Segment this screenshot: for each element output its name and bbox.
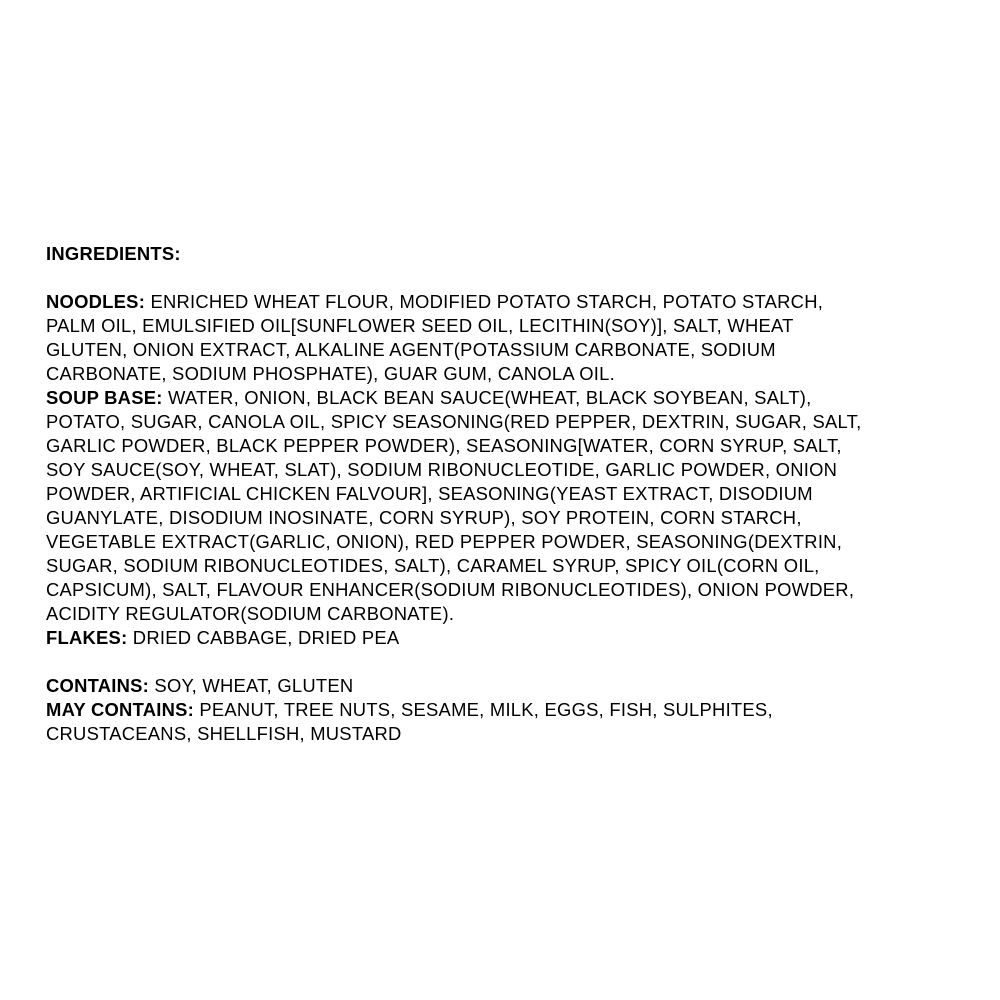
noodles-text-1: ENRICHED WHEAT FLOUR, MODIFIED POTATO STARCH, POTATO STARCH, <box>145 291 824 312</box>
noodles-line-2: PALM OIL, EMULSIFIED OIL[SUNFLOWER SEED OIL, LECITHIN(SOY)], SALT, WHEAT <box>46 315 794 336</box>
soup-base-line-7: VEGETABLE EXTRACT(GARLIC, ONION), RED PEPPER POWDER, SEASONING(DEXTRIN, <box>46 531 843 552</box>
soup-base-line-10: ACIDITY REGULATOR(SODIUM CARBONATE). <box>46 603 455 624</box>
contains-text: SOY, WHEAT, GLUTEN <box>149 675 354 696</box>
may-contain-line-2: CRUSTACEANS, SHELLFISH, MUSTARD <box>46 723 402 744</box>
ingredients-label <box>46 242 976 746</box>
soup-base-line-1 <box>46 386 976 410</box>
soup-base-line-6: GUANYLATE, DISODIUM INOSINATE, CORN SYRUP), SOY PROTEIN, CORN STARCH, <box>46 507 802 528</box>
soup-base-line-5: POWDER, ARTIFICIAL CHICKEN FALVOUR], SEASONING(YEAST EXTRACT, DISODIUM <box>46 483 813 504</box>
soup-base-line-2: POTATO, SUGAR, CANOLA OIL, SPICY SEASONING(RED PEPPER, DEXTRIN, SUGAR, SALT, <box>46 411 862 432</box>
may-contain-text-1: PEANUT, TREE NUTS, SESAME, MILK, EGGS, FISH, SULPHITES, <box>194 699 773 720</box>
soup-base-line-4: SOY SAUCE(SOY, WHEAT, SLAT), SODIUM RIBONUCLEOTIDE, GARLIC POWDER, ONION <box>46 459 838 480</box>
soup-base-line-3: GARLIC POWDER, BLACK PEPPER POWDER), SEASONING[WATER, CORN SYRUP, SALT, <box>46 435 842 456</box>
noodles-line-1 <box>46 290 976 314</box>
soup-base-text-1: WATER, ONION, BLACK BEAN SAUCE(WHEAT, BLACK SOYBEAN, SALT), <box>162 387 812 408</box>
ingredients-heading: INGREDIENTS: <box>46 243 181 264</box>
contains-label: CONTAINS: <box>46 675 150 696</box>
soup-base-line-9: CAPSICUM), SALT, FLAVOUR ENHANCER(SODIUM RIBONUCLEOTIDES), ONION POWDER, <box>46 579 855 600</box>
may-contain-label: MAY CONTAINS: <box>46 699 195 720</box>
flakes-label: FLAKES: <box>46 627 128 648</box>
soup-base-line-8: SUGAR, SODIUM RIBONUCLEOTIDES, SALT), CARAMEL SYRUP, SPICY OIL(CORN OIL, <box>46 555 820 576</box>
noodles-line-3: GLUTEN, ONION EXTRACT, ALKALINE AGENT(POTASSIUM CARBONATE, SODIUM <box>46 339 776 360</box>
soup-base-label: SOUP BASE: <box>46 387 163 408</box>
contains-line <box>46 674 976 698</box>
spacer <box>46 650 976 674</box>
noodles-label: NOODLES: <box>46 291 146 312</box>
may-contain-line-1 <box>46 698 976 722</box>
flakes-line <box>46 626 976 650</box>
flakes-text: DRIED CABBAGE, DRIED PEA <box>127 627 400 648</box>
spacer <box>46 266 976 290</box>
noodles-line-4: CARBONATE, SODIUM PHOSPHATE), GUAR GUM, CANOLA OIL. <box>46 363 615 384</box>
